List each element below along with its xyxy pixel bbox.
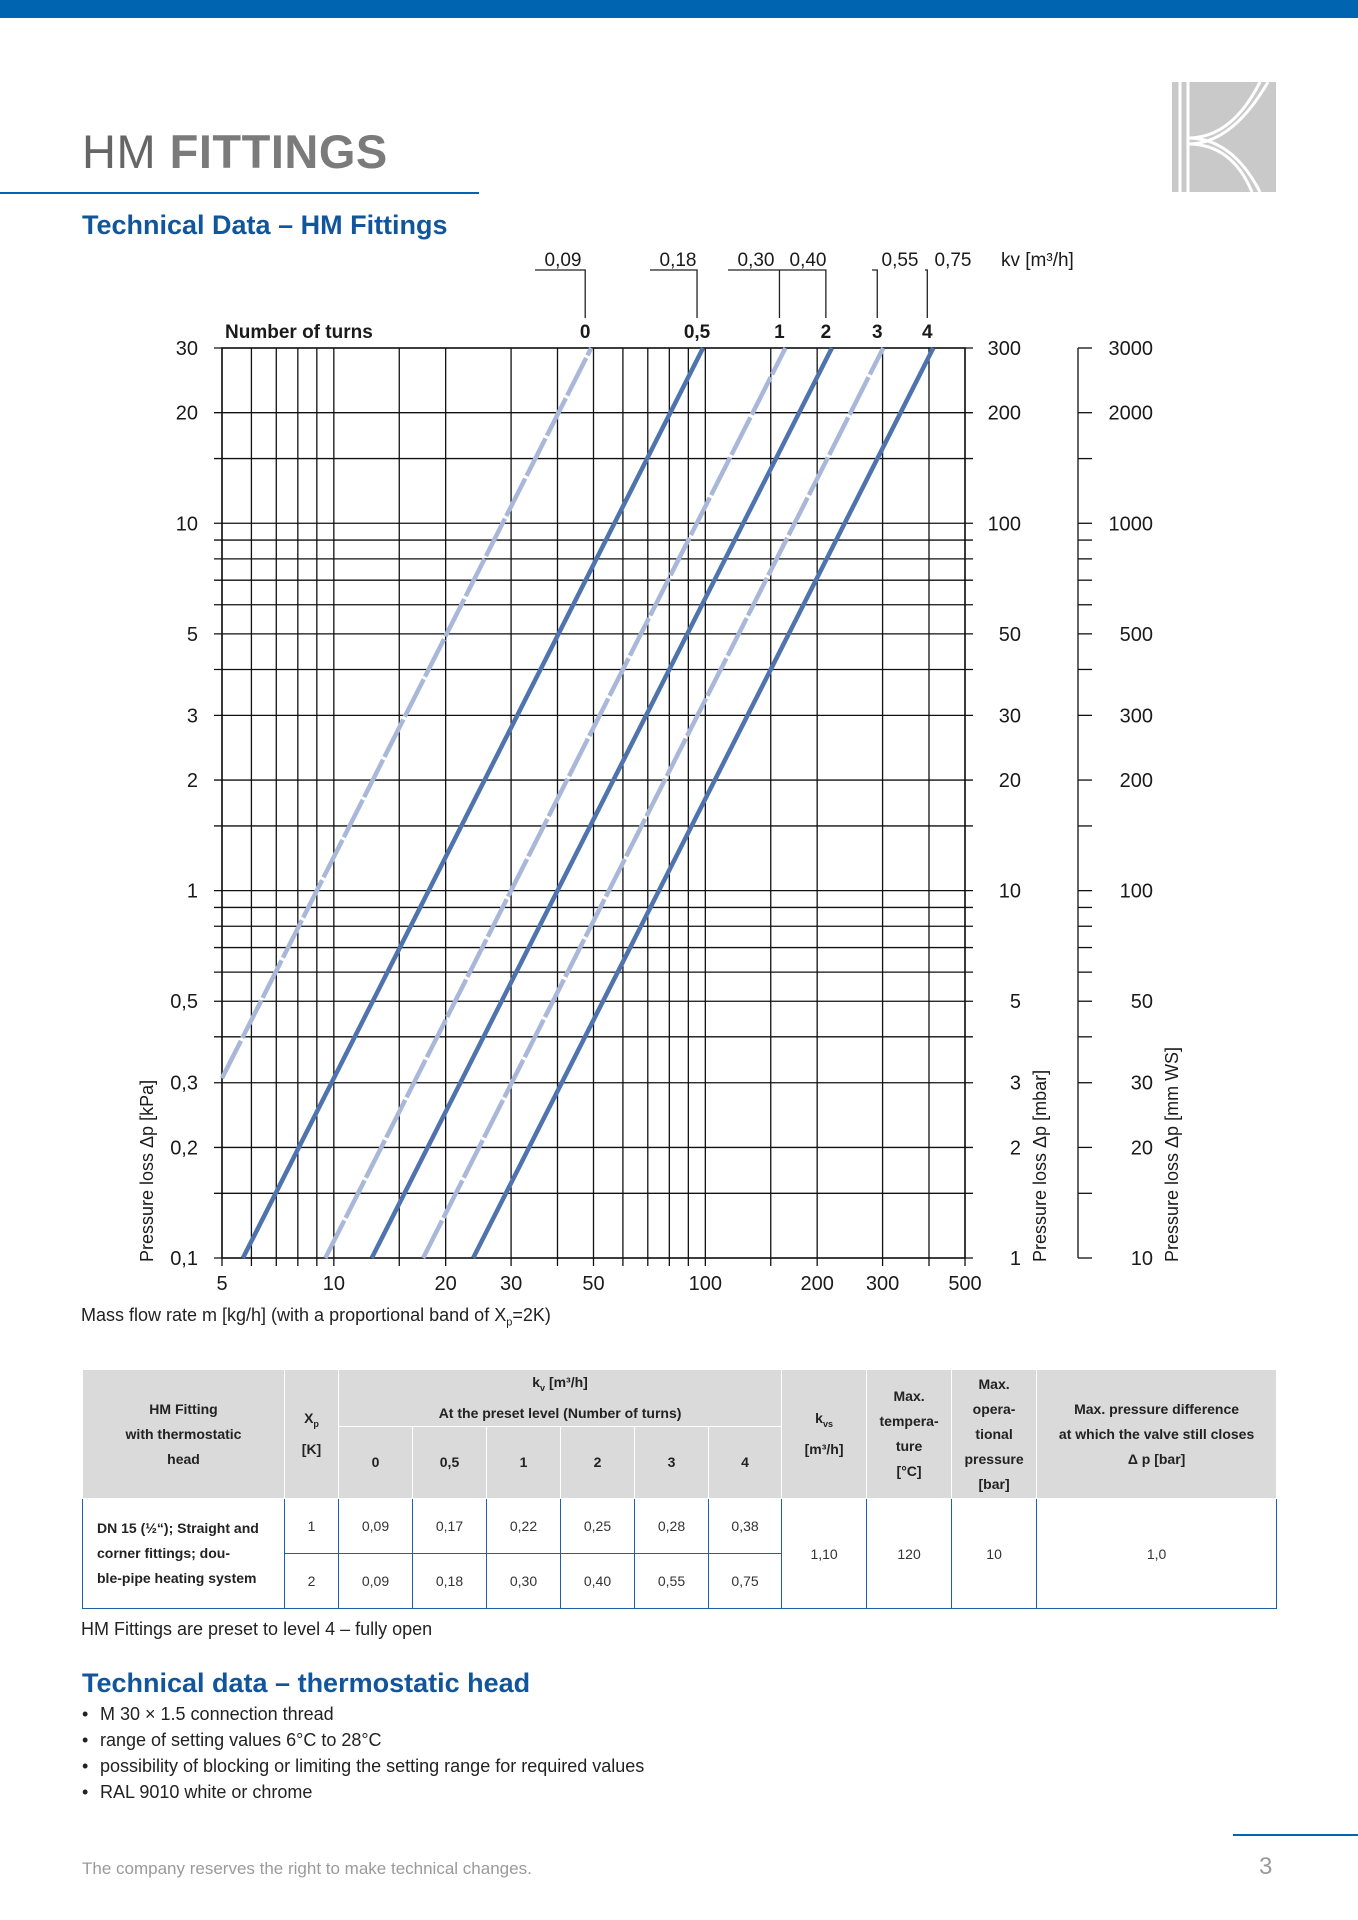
mmws-tick-label: 2000 bbox=[1108, 402, 1153, 425]
kv-axis-label: kv [m³/h] bbox=[1001, 250, 1074, 271]
kv-connector bbox=[535, 270, 585, 318]
footer-rule bbox=[1233, 1834, 1358, 1836]
header-preset-05: 0,5 bbox=[413, 1426, 487, 1498]
y-tick-label: 0,2 bbox=[170, 1137, 198, 1160]
turns-label: 0 bbox=[579, 322, 591, 343]
header-preset-4: 4 bbox=[709, 1426, 782, 1498]
y-tick-label: 0,1 bbox=[170, 1248, 198, 1270]
cell-kv: 0,40 bbox=[561, 1554, 635, 1609]
kv-connector bbox=[925, 270, 927, 318]
cell-kv: 0,17 bbox=[413, 1499, 487, 1554]
x-tick-label: 50 bbox=[582, 1273, 605, 1295]
header-preset-0: 0 bbox=[339, 1426, 413, 1498]
kv-connector bbox=[650, 270, 697, 318]
header-max-temp: Max. tempera- ture [°C] bbox=[867, 1370, 952, 1499]
turns-label: 2 bbox=[820, 322, 832, 343]
mmws-tick-label: 20 bbox=[1130, 1137, 1153, 1160]
y-tick-label: 0,3 bbox=[170, 1072, 198, 1095]
mmws-tick-label: 200 bbox=[1119, 770, 1153, 793]
x-tick-label: 20 bbox=[434, 1273, 457, 1295]
mmws-tick-label: 30 bbox=[1130, 1072, 1153, 1095]
cell-kv: 0,09 bbox=[339, 1499, 413, 1554]
cell-kv: 0,22 bbox=[487, 1499, 561, 1554]
y-tick-label: 30 bbox=[175, 338, 198, 360]
x-axis-label: Mass flow rate m [kg/h] (with a proportional band of $X_p=2K$) bbox=[81, 1305, 551, 1329]
section-title-thermostatic-head: Technical data – thermostatic head bbox=[82, 1668, 531, 1698]
y-tick-label: 5 bbox=[186, 623, 198, 646]
kv-label: 0,40 bbox=[789, 250, 827, 271]
list-item: • possibility of blocking or limiting the setting range for required values bbox=[82, 1753, 644, 1779]
cell-max-pressure: 10 bbox=[952, 1499, 1037, 1609]
mbar-tick-label: 100 bbox=[987, 513, 1021, 536]
cell-kv: 0,25 bbox=[561, 1499, 635, 1554]
kv-label: 0,75 bbox=[934, 250, 972, 271]
turns-label: 1 bbox=[774, 322, 785, 343]
mbar-axis-title: Pressure loss Δp [mbar] bbox=[1030, 1069, 1050, 1262]
x-tick-label: 200 bbox=[800, 1273, 834, 1295]
kv-label: 0,18 bbox=[659, 250, 697, 271]
y-tick-label: 0,5 bbox=[170, 991, 198, 1014]
page-number: 3 bbox=[1259, 1853, 1273, 1880]
kv-connector bbox=[780, 270, 826, 318]
mbar-tick-label: 20 bbox=[998, 770, 1021, 793]
mbar-tick-label: 2 bbox=[1009, 1137, 1021, 1160]
row-label-dn15: DN 15 (½“); Straight and corner fittings; dou- ble-pipe heating system bbox=[83, 1499, 285, 1609]
cell-xp: 2 bbox=[285, 1554, 339, 1609]
feature-list bbox=[82, 1701, 644, 1805]
mbar-tick-label: 30 bbox=[998, 705, 1021, 728]
cell-max-diff: 1,0 bbox=[1037, 1499, 1277, 1609]
y-tick-label: 3 bbox=[186, 705, 198, 728]
footer-note: The company reserves the right to make technical changes. bbox=[82, 1859, 532, 1878]
mmws-tick-label: 300 bbox=[1119, 705, 1153, 728]
turns-label: 0,5 bbox=[683, 322, 711, 343]
cell-kv: 0,28 bbox=[635, 1499, 709, 1554]
cell-xp: 1 bbox=[285, 1499, 339, 1554]
list-item: • range of setting values 6°C to 28°C bbox=[82, 1727, 644, 1753]
header-kvs: $k_{vs}$ [m³/h] bbox=[782, 1370, 867, 1499]
turns-label: 3 bbox=[871, 322, 883, 343]
kv-connector bbox=[728, 270, 779, 318]
header-max-pressure: Max. opera- tional pressure [bar] bbox=[952, 1370, 1037, 1499]
mbar-tick-label: 300 bbox=[987, 338, 1021, 360]
x-tick-label: 300 bbox=[865, 1273, 900, 1295]
mmws-tick-label: 500 bbox=[1119, 623, 1153, 646]
mmws-axis-title: Pressure loss Δp [mm WS] bbox=[1162, 1046, 1182, 1262]
mbar-tick-label: 5 bbox=[1009, 991, 1021, 1014]
mbar-tick-label: 3 bbox=[1009, 1072, 1021, 1095]
mbar-tick-label: 1 bbox=[1009, 1248, 1021, 1270]
cell-kv: 0,30 bbox=[487, 1554, 561, 1609]
list-item: • M 30 × 1.5 connection thread bbox=[82, 1701, 644, 1727]
cell-kv: 0,18 bbox=[413, 1554, 487, 1609]
kv-label: 0,55 bbox=[881, 250, 919, 271]
x-tick-label: 5 bbox=[216, 1273, 228, 1295]
y-tick-label: 2 bbox=[186, 770, 198, 793]
list-item: • RAL 9010 white or chrome bbox=[82, 1779, 644, 1805]
turns-axis-label: Number of turns bbox=[225, 322, 373, 343]
mbar-tick-label: 10 bbox=[998, 880, 1021, 903]
turns-label: 4 bbox=[922, 322, 933, 343]
mmws-tick-label: 10 bbox=[1130, 1248, 1153, 1270]
y-tick-label: 10 bbox=[175, 513, 198, 536]
x-tick-label: 100 bbox=[688, 1273, 723, 1295]
x-tick-label: 500 bbox=[948, 1273, 982, 1295]
cell-kv: 0,09 bbox=[339, 1554, 413, 1609]
cell-kv: 0,55 bbox=[635, 1554, 709, 1609]
kv-label: 0,09 bbox=[544, 250, 582, 271]
header-max-diff: Max. pressure difference at which the valve still closes Δ p [bar] bbox=[1037, 1370, 1277, 1499]
mmws-tick-label: 3000 bbox=[1108, 338, 1153, 360]
kv-label: 0,30 bbox=[737, 250, 775, 271]
header-preset-3: 3 bbox=[635, 1426, 709, 1498]
spec-table bbox=[82, 1369, 1277, 1609]
mbar-tick-label: 50 bbox=[998, 623, 1021, 646]
cell-kv: 0,38 bbox=[709, 1499, 782, 1554]
kv-connector bbox=[872, 270, 877, 318]
x-tick-label: 10 bbox=[322, 1273, 345, 1295]
cell-max-temp: 120 bbox=[867, 1499, 952, 1609]
y-tick-label: 20 bbox=[175, 402, 198, 425]
mmws-tick-label: 100 bbox=[1119, 880, 1153, 903]
header-preset-1: 1 bbox=[487, 1426, 561, 1498]
section-title-technical-data: Technical Data – HM Fittings bbox=[82, 210, 448, 240]
page-title: HM FITTINGS bbox=[82, 125, 388, 178]
header-xp: $X_p$ [K] bbox=[285, 1370, 339, 1499]
y-tick-label: 1 bbox=[186, 880, 198, 903]
header-fitting: HM Fitting with thermostatic head bbox=[83, 1370, 285, 1499]
x-tick-label: 30 bbox=[499, 1273, 523, 1295]
mbar-tick-label: 200 bbox=[987, 402, 1021, 425]
header-preset-2: 2 bbox=[561, 1426, 635, 1498]
preset-note: HM Fittings are preset to level 4 – fully open bbox=[81, 1619, 433, 1639]
cell-kvs: 1,10 bbox=[782, 1499, 867, 1609]
mmws-tick-label: 50 bbox=[1130, 991, 1153, 1014]
y-axis-title: Pressure loss Δp [kPa] bbox=[137, 1079, 157, 1262]
cell-kv: 0,75 bbox=[709, 1554, 782, 1609]
mmws-tick-label: 1000 bbox=[1108, 513, 1153, 536]
header-kv: $k_v$ [m³/h] At the preset level (Number of turns) bbox=[339, 1370, 782, 1427]
